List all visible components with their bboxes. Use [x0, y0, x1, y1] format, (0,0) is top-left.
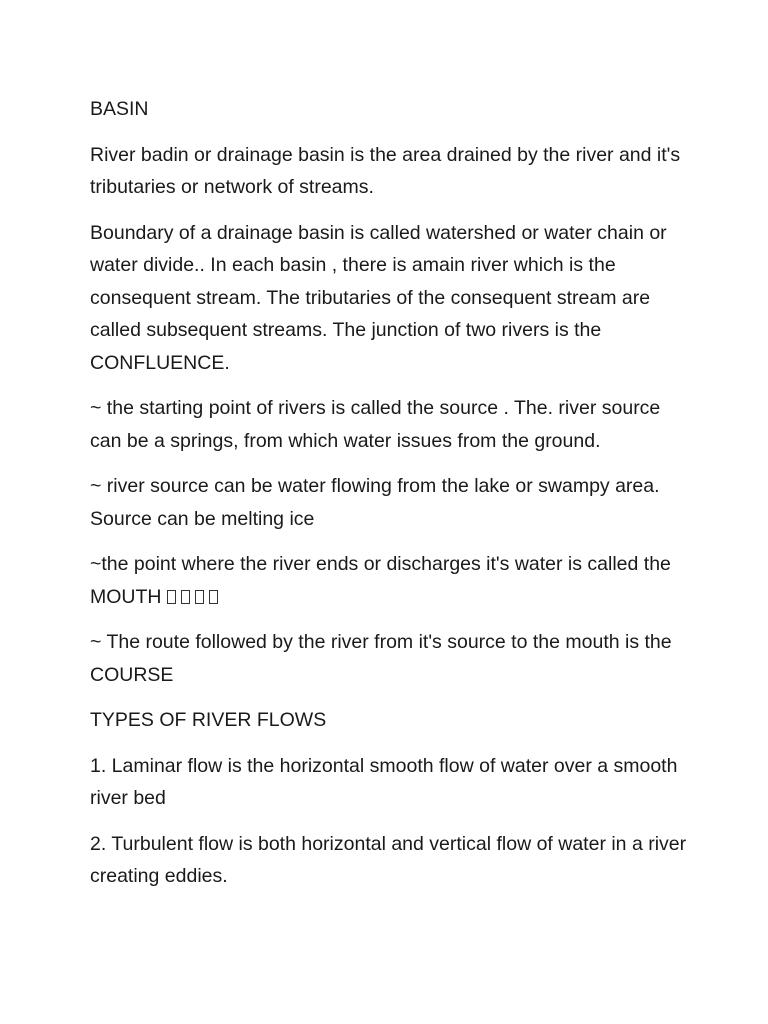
- missing-glyph-icon: [195, 590, 204, 604]
- missing-glyph-icon: [167, 590, 176, 604]
- paragraph-course: ~ The route followed by the river from it's source to the mouth is the COURSE: [90, 631, 672, 686]
- list-item-laminar-flow: 1. Laminar flow is the horizontal smooth flow of water over a smooth river bed: [90, 754, 678, 809]
- paragraph-source-alt: ~ river source can be water flowing from the lake or swampy area. Source can be melting ice: [90, 475, 660, 530]
- document-page: [90, 93, 690, 906]
- paragraph-mouth-text: ~the point where the river ends or discharges it's water is called the MOUTH: [90, 553, 671, 608]
- paragraph-boundary: Boundary of a drainage basin is called watershed or water chain or water divide.. In each basin , there is amain river which is the consequent stream. The tributaries of the consequent stream are called subsequent streams. The junction of two rivers is the CONFLUENCE.: [90, 221, 667, 374]
- heading-basin: BASIN: [90, 98, 149, 120]
- paragraph-mouth: [90, 548, 690, 613]
- list-item-turbulent-flow: 2. Turbulent flow is both horizontal and vertical flow of water in a river creating eddies.: [90, 832, 687, 887]
- paragraph-definition: River badin or drainage basin is the area drained by the river and it's tributaries or network of streams.: [90, 143, 681, 198]
- missing-glyph-icon: [181, 590, 190, 604]
- heading-river-flows: TYPES OF RIVER FLOWS: [90, 709, 327, 731]
- paragraph-source: ~ the starting point of rivers is called the source . The. river source can be a springs, from which water issues from the ground.: [90, 397, 661, 452]
- missing-glyph-icon: [209, 590, 218, 604]
